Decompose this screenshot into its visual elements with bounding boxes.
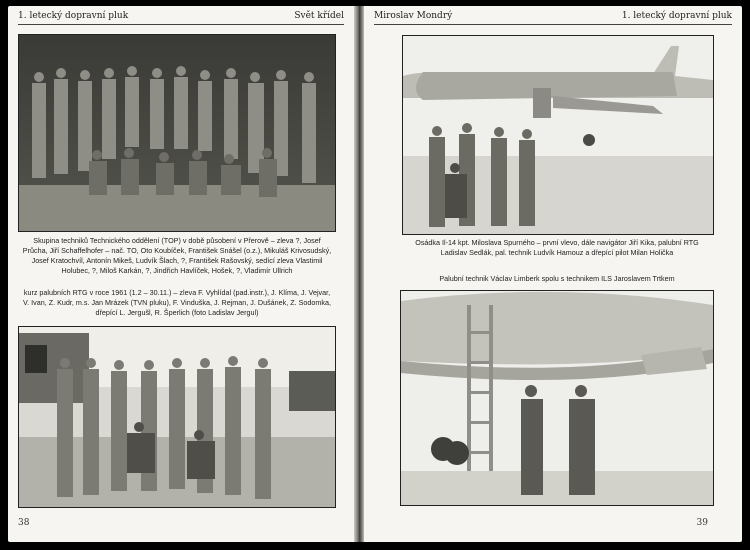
caption-rtg-course: kurz palubních RTG v roce 1961 (1.2 – 30.11.) – zleva F. Vyhlídal (pad.instr.), J. Klíma, J. Vejvar, V. Ivan, Z. Kudr, m.s. Jan Mrázek (TVN pluku), F. Vinduška, J. Rejman, J. Dušánek, Z. Sodomka, dřepící L. Jergušl, R. Šperlich (foto Ladislav Jergul) [23,288,331,317]
left-page-number: 38 [18,518,30,528]
left-running-header [18,10,344,25]
right-page [364,6,742,542]
left-header-series: Svět křídel [294,11,344,21]
crew-photo-il14 [402,35,714,235]
left-page [8,6,354,542]
caption-flight-engineer: Palubní technik Václav Limberk spolu s technikem ILS Jaroslavem Trtkem [439,274,675,283]
right-header-author: Miroslav Mondrý [374,11,453,21]
right-header-title: 1. letecký dopravní pluk [621,11,732,21]
right-page-number: 39 [696,518,708,528]
left-header-title: 1. letecký dopravní pluk [18,11,129,21]
right-running-header [374,10,732,25]
group-photo-rtg-course [18,326,336,508]
group-photo-technicians [18,34,336,232]
book-gutter [354,6,364,542]
caption-technicians: Skupina techniků Technického oddělení (TOP) v době působení v Přerově – zleva ?, Josef Průcha, Jiří Schaffelhofer – nač. TO, Oto Koubíček, František Snášel (o.z.), Mikuláš Krivosudský, Josef Kratochvíl, Antonín Mikeš, Ludvík Šlach, ?, František Rašovský, sedící zleva Vlastimil Holubec, ?, Miloš Karkán, ?, Jindřich Havlíček, Hošek, ?, Vladimír Ullrich [22,236,332,275]
photo-engineers-under-aircraft [400,290,714,506]
caption-il14-crew: Osádka Il-14 kpt. Miloslava Spurného – první vlevo, dále navigátor Jiří Kika, palubní RTG Ladislav Sedlák, pal. technik Ludvík Hamouz a dřepící pilot Milan Holička [415,238,699,257]
